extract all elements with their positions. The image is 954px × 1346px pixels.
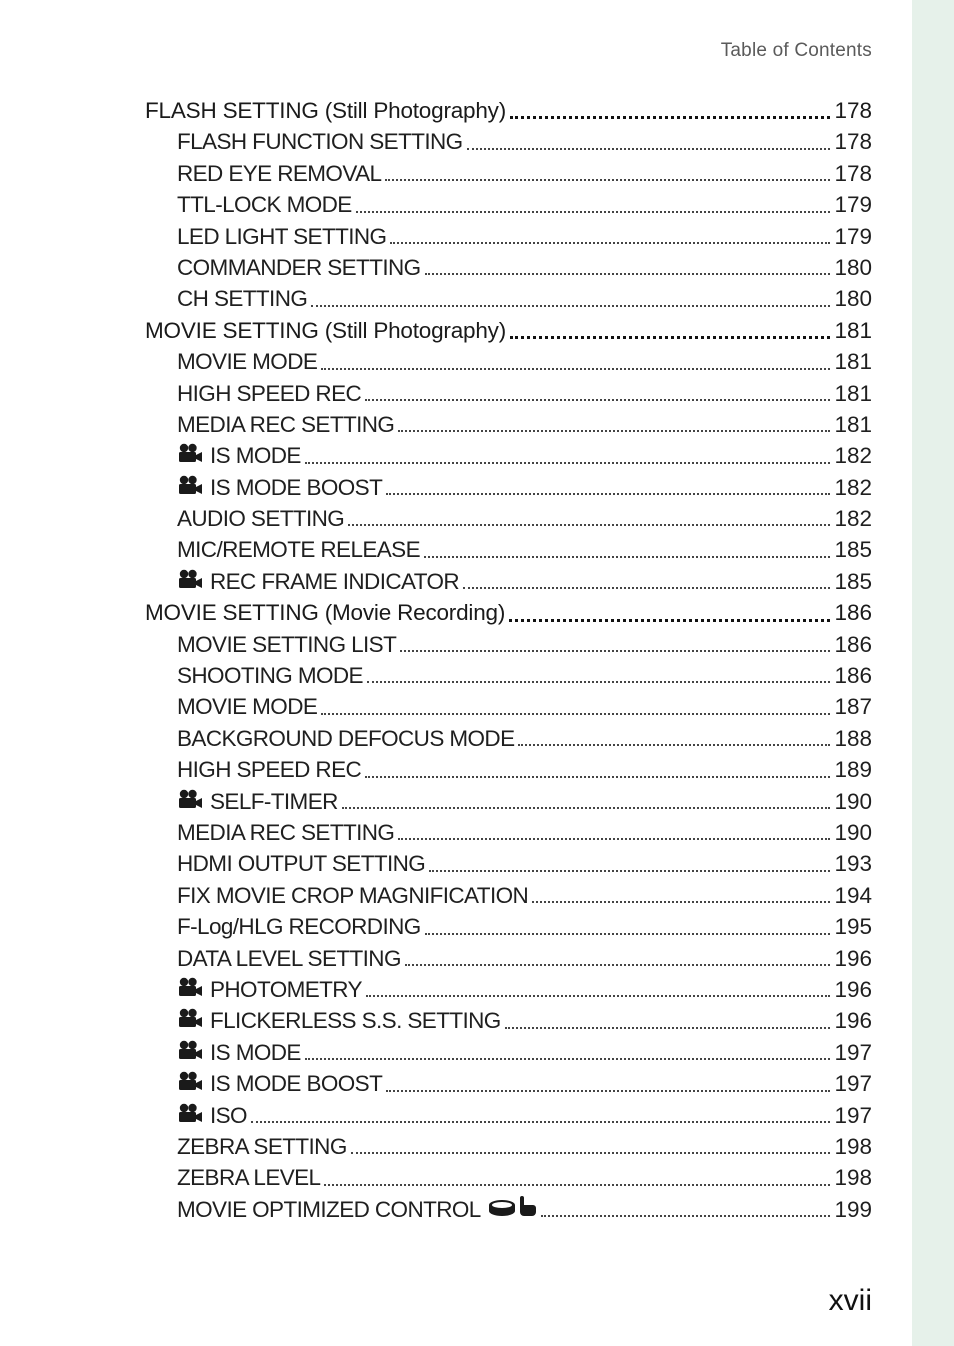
dot-leader bbox=[509, 618, 830, 622]
dot-leader bbox=[386, 492, 830, 495]
toc-entry-label: MEDIA REC SETTING bbox=[177, 411, 395, 437]
toc-page-number: 196 bbox=[834, 945, 872, 971]
toc-entry-label: MOVIE MODE bbox=[177, 349, 318, 375]
toc-page-number: 186 bbox=[834, 663, 872, 689]
toc-page-number: 193 bbox=[834, 851, 872, 877]
dot-leader bbox=[400, 649, 830, 652]
toc-entry[interactable] bbox=[145, 221, 872, 252]
movie-camera-icon bbox=[177, 1071, 203, 1091]
toc-entry[interactable] bbox=[145, 943, 872, 974]
toc-entry-label: PHOTOMETRY bbox=[210, 976, 362, 1002]
toc-page-number: 178 bbox=[834, 98, 872, 123]
dot-leader bbox=[366, 994, 831, 997]
toc-page-number: 197 bbox=[834, 1039, 872, 1065]
toc-page-number: 187 bbox=[834, 694, 872, 720]
table-of-contents bbox=[145, 95, 872, 1225]
toc-entry-label: RED EYE REMOVAL bbox=[177, 160, 382, 186]
toc-section-entry[interactable] bbox=[145, 597, 872, 628]
touch-hand-icon bbox=[517, 1195, 537, 1217]
toc-entry-label: IS MODE bbox=[210, 443, 301, 469]
dot-leader bbox=[467, 147, 831, 150]
dot-leader bbox=[398, 429, 830, 432]
toc-page-number: 190 bbox=[834, 819, 872, 845]
toc-entry-label: SELF-TIMER bbox=[210, 788, 338, 814]
toc-entry-label: F-Log/HLG RECORDING bbox=[177, 914, 421, 940]
toc-page-number: 194 bbox=[834, 882, 872, 908]
toc-entry[interactable] bbox=[145, 503, 872, 534]
toc-page-number: 197 bbox=[834, 1071, 872, 1097]
toc-section-entry[interactable] bbox=[145, 315, 872, 346]
dot-leader bbox=[321, 367, 830, 370]
toc-page-number: 186 bbox=[834, 631, 872, 657]
side-color-strip bbox=[912, 0, 954, 1346]
running-header: Table of Contents bbox=[720, 40, 872, 61]
movie-camera-icon bbox=[177, 789, 203, 809]
toc-page-number: 181 bbox=[834, 411, 872, 437]
dot-leader bbox=[541, 1214, 831, 1217]
toc-entry-label: FLASH SETTING (Still Photography) bbox=[145, 98, 507, 123]
toc-entry-label: MOVIE MODE bbox=[177, 694, 318, 720]
toc-entry[interactable] bbox=[145, 911, 872, 942]
toc-entry[interactable] bbox=[145, 660, 872, 691]
toc-entry-label: IS MODE BOOST bbox=[210, 474, 383, 500]
toc-entry[interactable] bbox=[145, 472, 872, 503]
movie-camera-icon bbox=[177, 443, 203, 463]
dot-leader bbox=[365, 775, 830, 778]
toc-entry[interactable] bbox=[145, 566, 872, 597]
dot-leader bbox=[398, 837, 830, 840]
toc-entry-label: MOVIE SETTING (Still Photography) bbox=[145, 317, 507, 343]
toc-entry-label: HIGH SPEED REC bbox=[177, 757, 362, 783]
toc-entry[interactable] bbox=[145, 691, 872, 722]
movie-camera-icon bbox=[177, 1040, 203, 1060]
toc-page-number: 180 bbox=[834, 254, 872, 280]
dot-leader bbox=[311, 304, 830, 307]
toc-page-number: 179 bbox=[834, 223, 872, 249]
dot-leader bbox=[342, 806, 831, 809]
toc-entry-label: LED LIGHT SETTING bbox=[177, 223, 387, 249]
toc-entry-label: REC FRAME INDICATOR bbox=[210, 568, 460, 594]
toc-page-number: 182 bbox=[834, 506, 872, 532]
dot-leader bbox=[463, 586, 830, 589]
toc-entry-label: FLICKERLESS S.S. SETTING bbox=[210, 1008, 501, 1034]
toc-entry[interactable] bbox=[145, 1194, 872, 1225]
toc-entry[interactable] bbox=[145, 158, 872, 189]
toc-page-number: 186 bbox=[834, 600, 872, 626]
toc-page-number: 182 bbox=[834, 443, 872, 469]
toc-page-number: 198 bbox=[834, 1133, 872, 1159]
dot-leader bbox=[405, 963, 831, 966]
toc-page-number: 185 bbox=[834, 568, 872, 594]
toc-entry[interactable] bbox=[145, 880, 872, 911]
toc-entry[interactable] bbox=[145, 629, 872, 660]
toc-entry-label: MOVIE SETTING (Movie Recording) bbox=[145, 600, 506, 626]
dot-leader bbox=[324, 1183, 830, 1186]
toc-entry[interactable] bbox=[145, 786, 872, 817]
toc-entry-label: DATA LEVEL SETTING bbox=[177, 945, 401, 971]
dot-leader bbox=[425, 932, 831, 935]
dot-leader bbox=[321, 712, 830, 715]
toc-entry-label: HDMI OUTPUT SETTING bbox=[177, 851, 426, 877]
toc-entry-label: IS MODE BOOST bbox=[210, 1071, 383, 1097]
control-icons bbox=[487, 1194, 537, 1225]
toc-entry-label: SHOOTING MODE bbox=[177, 663, 363, 689]
toc-entry-label: MOVIE SETTING LIST bbox=[177, 631, 397, 657]
dot-leader bbox=[351, 1151, 831, 1154]
dot-leader bbox=[365, 398, 830, 401]
toc-entry[interactable] bbox=[145, 817, 872, 848]
dot-leader bbox=[425, 272, 831, 275]
dot-leader bbox=[390, 241, 830, 244]
page-number: xvii bbox=[828, 1284, 872, 1317]
toc-entry[interactable] bbox=[145, 1005, 872, 1036]
movie-camera-icon bbox=[177, 569, 203, 589]
dot-leader bbox=[518, 743, 830, 746]
dot-leader bbox=[424, 555, 830, 558]
toc-page-number: 190 bbox=[834, 788, 872, 814]
toc-entry-label: FIX MOVIE CROP MAGNIFICATION bbox=[177, 882, 529, 908]
toc-entry[interactable] bbox=[145, 252, 872, 283]
toc-entry[interactable] bbox=[145, 723, 872, 754]
dot-leader bbox=[305, 1057, 831, 1060]
toc-entry[interactable] bbox=[145, 974, 872, 1005]
dot-leader bbox=[356, 210, 831, 213]
toc-page-number: 188 bbox=[834, 725, 872, 751]
toc-page-number: 197 bbox=[834, 1102, 872, 1128]
toc-entry[interactable] bbox=[145, 346, 872, 377]
movie-camera-icon bbox=[177, 1008, 203, 1028]
toc-entry-label: ZEBRA SETTING bbox=[177, 1133, 347, 1159]
toc-page-number: 179 bbox=[834, 192, 872, 218]
toc-entry-label: MEDIA REC SETTING bbox=[177, 819, 395, 845]
toc-entry[interactable] bbox=[145, 534, 872, 565]
toc-entry-label: FLASH FUNCTION SETTING bbox=[177, 129, 463, 155]
dot-leader bbox=[367, 680, 830, 683]
dot-leader bbox=[532, 900, 830, 903]
toc-entry[interactable] bbox=[145, 1131, 872, 1162]
toc-entry-label: ZEBRA LEVEL bbox=[177, 1165, 321, 1191]
toc-page-number: 181 bbox=[834, 349, 872, 375]
toc-section-entry[interactable] bbox=[145, 95, 872, 126]
toc-entry[interactable] bbox=[145, 409, 872, 440]
toc-entry-label: TTL-LOCK MODE bbox=[177, 192, 352, 218]
dot-leader bbox=[429, 869, 830, 872]
toc-entry[interactable] bbox=[145, 378, 872, 409]
toc-entry-label: MOVIE OPTIMIZED CONTROL bbox=[177, 1196, 481, 1222]
toc-page-number: 178 bbox=[834, 129, 872, 155]
dot-leader bbox=[348, 523, 830, 526]
toc-entry-label: COMMANDER SETTING bbox=[177, 254, 421, 280]
dot-leader bbox=[510, 115, 830, 119]
toc-entry[interactable] bbox=[145, 1100, 872, 1131]
dot-leader bbox=[505, 1026, 831, 1029]
toc-entry[interactable] bbox=[145, 189, 872, 220]
toc-entry[interactable] bbox=[145, 754, 872, 785]
toc-page-number: 182 bbox=[834, 474, 872, 500]
toc-page-number: 189 bbox=[834, 757, 872, 783]
toc-page-number: 185 bbox=[834, 537, 872, 563]
toc-entry-label: CH SETTING bbox=[177, 286, 308, 312]
toc-entry-label: BACKGROUND DEFOCUS MODE bbox=[177, 725, 515, 751]
toc-page-number: 196 bbox=[834, 1008, 872, 1034]
command-dial-icon bbox=[487, 1197, 517, 1217]
toc-entry-label: IS MODE bbox=[210, 1039, 301, 1065]
toc-page-number: 181 bbox=[834, 380, 872, 406]
toc-page-number: 181 bbox=[834, 317, 872, 343]
toc-entry-label: MIC/REMOTE RELEASE bbox=[177, 537, 420, 563]
toc-entry[interactable] bbox=[145, 283, 872, 314]
toc-page-number: 196 bbox=[834, 976, 872, 1002]
toc-entry[interactable] bbox=[145, 1037, 872, 1068]
toc-page-number: 195 bbox=[834, 914, 872, 940]
toc-entry[interactable] bbox=[145, 440, 872, 471]
movie-camera-icon bbox=[177, 977, 203, 997]
toc-entry-label: AUDIO SETTING bbox=[177, 506, 345, 532]
dot-leader bbox=[305, 461, 831, 464]
dot-leader bbox=[251, 1120, 830, 1123]
toc-page-number: 180 bbox=[834, 286, 872, 312]
dot-leader bbox=[386, 1089, 830, 1092]
toc-page-number: 198 bbox=[834, 1165, 872, 1191]
toc-entry[interactable] bbox=[145, 126, 872, 157]
toc-page-number: 199 bbox=[834, 1196, 872, 1222]
dot-leader bbox=[510, 335, 830, 339]
toc-entry-label: ISO bbox=[210, 1102, 247, 1128]
toc-entry[interactable] bbox=[145, 1068, 872, 1099]
toc-entry[interactable] bbox=[145, 848, 872, 879]
toc-entry-label: HIGH SPEED REC bbox=[177, 380, 362, 406]
dot-leader bbox=[385, 178, 830, 181]
movie-camera-icon bbox=[177, 475, 203, 495]
toc-entry[interactable] bbox=[145, 1162, 872, 1193]
toc-page-number: 178 bbox=[834, 160, 872, 186]
movie-camera-icon bbox=[177, 1103, 203, 1123]
